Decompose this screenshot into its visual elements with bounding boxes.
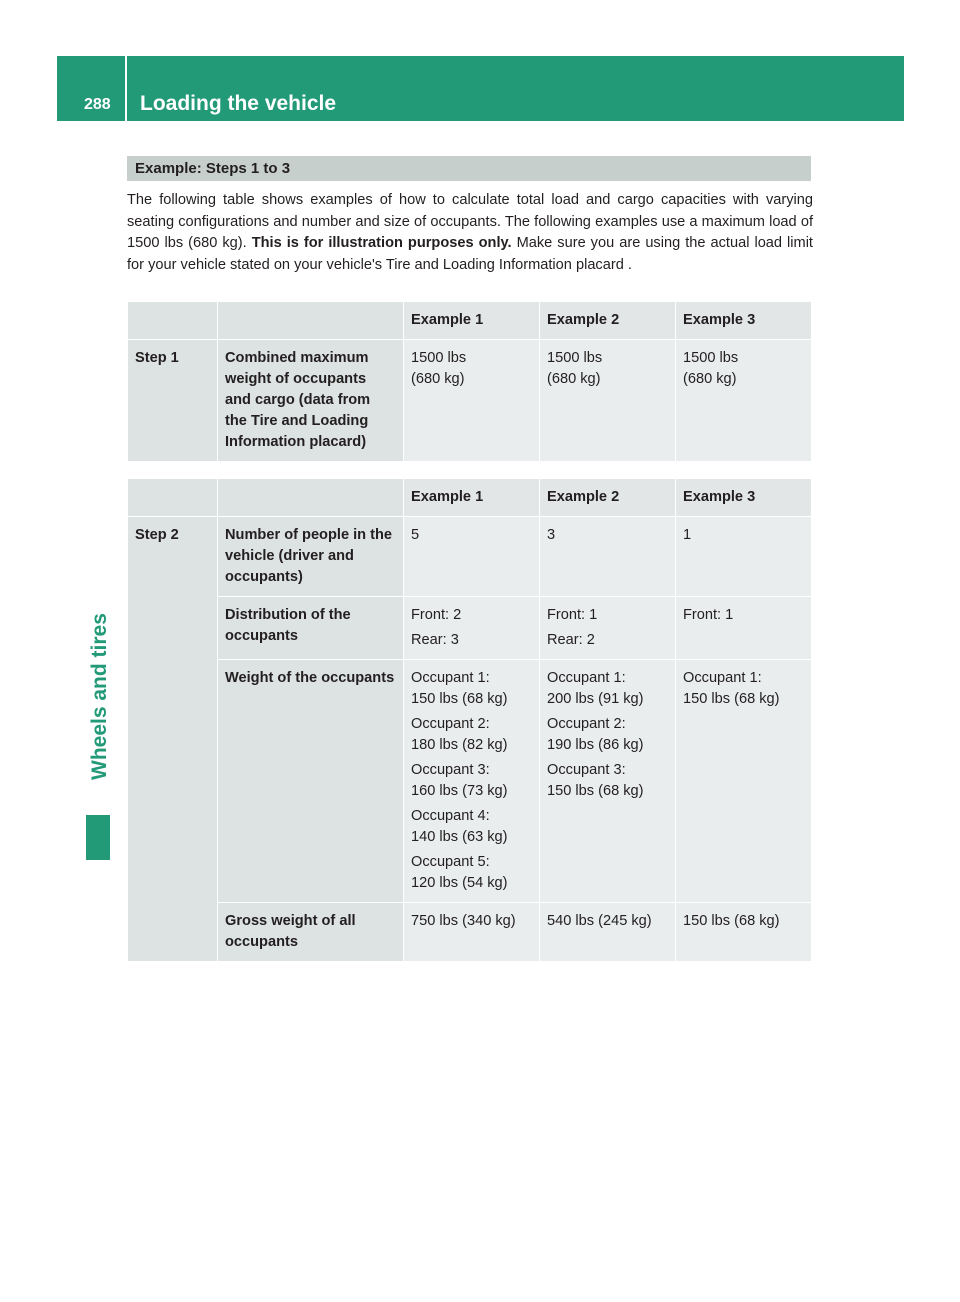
occupant-entry: [411, 714, 532, 756]
value-line: (680 kg): [683, 371, 737, 387]
value-cell: [540, 517, 676, 597]
occupant-entry: [411, 852, 532, 894]
intro-text-1: The following table shows examples of how to calculate total load and cargo capacities with varying seating configurations and number and size of occupants. The following examples use a maximum load of 1500 lbs (680 kg).: [127, 192, 813, 251]
header-cell-empty: [128, 479, 218, 517]
value-line: 5: [411, 527, 420, 543]
table-row: [128, 903, 812, 962]
page-title: Loading the vehicle: [140, 92, 337, 115]
value-cell: [540, 597, 676, 660]
occupant-weight: 160 lbs (73 kg): [411, 783, 508, 799]
occupant-entry: [411, 668, 532, 710]
section-heading: Example: Steps 1 to 3: [127, 156, 811, 181]
value-line: 1500 lbs: [411, 350, 467, 366]
occupant-entry: [683, 668, 804, 710]
value-cell: [540, 340, 676, 462]
intro-emphasis: This is for illustration purposes only.: [251, 235, 512, 251]
occupant-label: Occupant 1:: [411, 670, 490, 686]
header-divider: [125, 56, 127, 121]
occupant-entry: [411, 760, 532, 802]
value-cell: [404, 903, 540, 962]
value-line: 3: [547, 527, 556, 543]
row-description: Gross weight of all occupants: [218, 903, 404, 962]
header-cell-empty: [218, 479, 404, 517]
occupant-entry: [547, 760, 668, 802]
table-step-1: [127, 301, 812, 462]
occupant-weight: 200 lbs (91 kg): [547, 691, 644, 707]
occupant-label: Occupant 5:: [411, 854, 490, 870]
occupant-weight: 150 lbs (68 kg): [411, 691, 508, 707]
value-line: Front: 1: [683, 607, 734, 623]
occupant-label: Occupant 4:: [411, 808, 490, 824]
value-line: Rear: 2: [547, 632, 595, 648]
occupant-weight: 180 lbs (82 kg): [411, 737, 508, 753]
header-cell-example-3: Example 3: [676, 479, 812, 517]
value-line: Rear: 3: [411, 632, 459, 648]
table-header-row: [128, 479, 812, 517]
side-tab-label: Wheels and tires: [88, 613, 111, 780]
step-label: Step 2: [128, 517, 218, 962]
header-cell-example-2: Example 2: [540, 302, 676, 340]
table-row: [128, 660, 812, 903]
header-cell-empty: [218, 302, 404, 340]
occupant-weight: 120 lbs (54 kg): [411, 875, 508, 891]
page-number: 288: [84, 96, 111, 113]
value-line: Front: 2: [411, 607, 462, 623]
value-cell: [404, 517, 540, 597]
occupant-label: Occupant 1:: [547, 670, 626, 686]
header-cell-example-3: Example 3: [676, 302, 812, 340]
occupant-weight: 150 lbs (68 kg): [683, 691, 780, 707]
occupant-entry: [411, 806, 532, 848]
occupant-weight: 190 lbs (86 kg): [547, 737, 644, 753]
value-line: 1: [683, 527, 692, 543]
value-cell: [404, 340, 540, 462]
value-cell: [676, 517, 812, 597]
value-line: 750 lbs (340 kg): [411, 913, 516, 929]
step-label: Step 1: [128, 340, 218, 462]
table-step-2: [127, 478, 812, 962]
value-line: Front: 1: [547, 607, 598, 623]
row-description: Weight of the occupants: [218, 660, 404, 903]
occupant-entry: [547, 714, 668, 756]
row-description: Number of people in the vehicle (driver and occupants): [218, 517, 404, 597]
occupant-weight: 150 lbs (68 kg): [547, 783, 644, 799]
header-cell-example-2: Example 2: [540, 479, 676, 517]
value-cell: [676, 340, 812, 462]
value-cell: [676, 660, 812, 903]
occupant-label: Occupant 3:: [411, 762, 490, 778]
occupant-label: Occupant 2:: [411, 716, 490, 732]
value-line: 1500 lbs: [683, 350, 739, 366]
table-row: [128, 340, 812, 462]
header-cell-example-1: Example 1: [404, 302, 540, 340]
value-cell: [540, 903, 676, 962]
value-cell: [676, 597, 812, 660]
value-line: 1500 lbs: [547, 350, 603, 366]
intro-text-2: Make sure you are using the actual load limit for your vehicle stated on your vehicle's Tire and Loading Information placard .: [127, 235, 813, 273]
table-row: [128, 517, 812, 597]
value-line: (680 kg): [411, 371, 465, 387]
row-description: Distribution of the occupants: [218, 597, 404, 660]
occupant-label: Occupant 3:: [547, 762, 626, 778]
value-cell: [404, 597, 540, 660]
header-cell-empty: [128, 302, 218, 340]
intro-paragraph: [127, 190, 813, 276]
value-cell: [404, 660, 540, 903]
header-cell-example-1: Example 1: [404, 479, 540, 517]
occupant-label: Occupant 1:: [683, 670, 762, 686]
occupant-label: Occupant 2:: [547, 716, 626, 732]
value-line: 540 lbs (245 kg): [547, 913, 652, 929]
value-cell: [676, 903, 812, 962]
side-tab-marker: [86, 815, 110, 860]
value-line: 150 lbs (68 kg): [683, 913, 780, 929]
table-row: [128, 597, 812, 660]
occupant-weight: 140 lbs (63 kg): [411, 829, 508, 845]
value-cell: [540, 660, 676, 903]
occupant-entry: [547, 668, 668, 710]
row-description: Combined maximum weight of occupants and cargo (data from the Tire and Loading Information placard): [218, 340, 404, 462]
table-header-row: [128, 302, 812, 340]
value-line: (680 kg): [547, 371, 601, 387]
